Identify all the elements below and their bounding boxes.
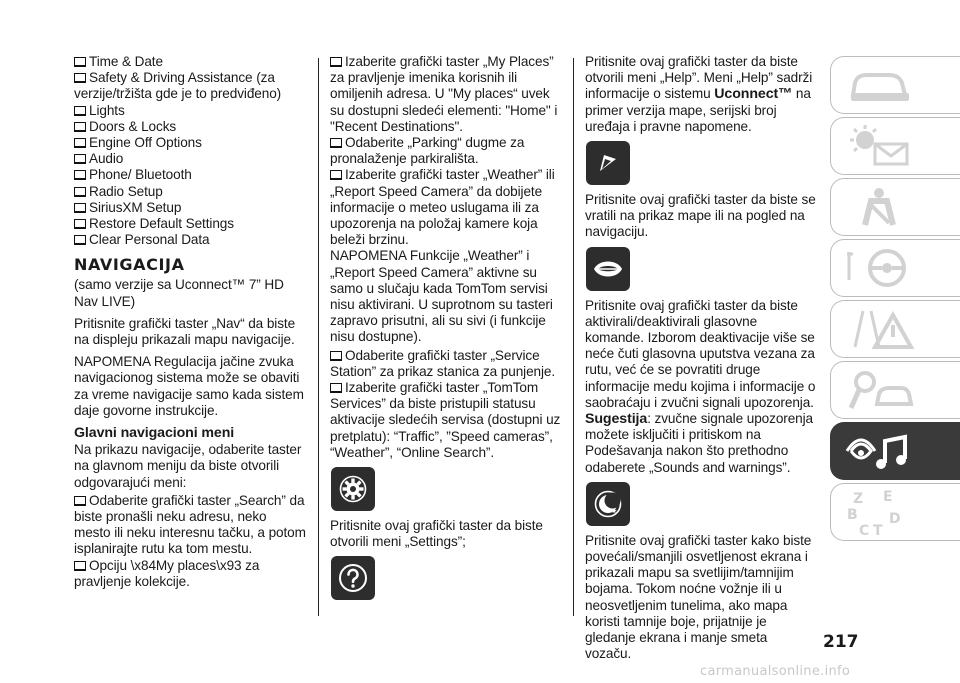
list-item: Lights [74, 103, 306, 119]
column-divider [573, 58, 574, 616]
moon-icon [586, 482, 630, 526]
list-item: Restore Default Settings [74, 216, 306, 232]
svg-text:T: T [873, 523, 883, 537]
list-item: Odaberite grafički taster „Search” da biste pronašli neku adresu, neko mesto ili neku interesnu tačku, a potom isplanirajte rutu ka tom mestu. [74, 492, 306, 557]
checkbox-bullet-icon [74, 187, 86, 197]
checkbox-bullet-icon [74, 235, 86, 245]
list-item: Engine Off Options [74, 135, 306, 151]
list-item: Doors & Locks [74, 119, 306, 135]
checkbox-bullet-icon [74, 106, 86, 116]
car-dashboard-icon [845, 65, 915, 105]
list-item: Odaberite grafički taster „Service Station” za prikaz stanica za punjenje. [330, 347, 556, 379]
checkbox-bullet-icon [330, 57, 342, 67]
checkbox-bullet-icon [74, 561, 86, 571]
svg-text:C: C [859, 523, 870, 537]
column-2 [330, 54, 562, 607]
checkbox-bullet-icon [74, 154, 86, 164]
tab-starting-driving[interactable] [830, 239, 960, 297]
list-item: Radio Setup [74, 184, 306, 200]
checkbox-bullet-icon [74, 203, 86, 213]
column-divider [318, 58, 319, 616]
checkbox-bullet-icon [330, 383, 342, 393]
safety-belt-icon [845, 185, 915, 229]
tab-safety[interactable] [830, 178, 960, 236]
tab-maintenance[interactable] [830, 361, 960, 419]
paragraph: Na prikazu navigacije, odaberite taster na glavnom meniju da biste otvorili odgovarajući meni: [74, 442, 302, 490]
column-1 [74, 54, 306, 590]
checkbox-bullet-icon [330, 138, 342, 148]
checkbox-bullet-icon [330, 351, 342, 361]
svg-text:Z: Z [853, 491, 864, 507]
tab-emergency[interactable] [830, 300, 960, 358]
note-paragraph: NAPOMENA Regulacija jačine zvuka navigacionog sistema može se obaviti za vreme navigacije samo kada sistem daje govorne instrukcije. [74, 354, 304, 418]
voice-mute-icon [586, 247, 630, 291]
paragraph: Pritisnite grafički taster „Nav“ da biste na displeju prikazali mapu navigacije. [74, 315, 296, 348]
warning-lights-icon [845, 124, 915, 168]
note-paragraph: NAPOMENA Funkcije „Weather” i „Report Speed Camera” aktivne su samo u slučaju kada TomTom servisi nisu aktivirani. U suprotnom su tasteri zapravo prisutni, ali su sivi (i funkcije nisu dostupne). [330, 248, 553, 345]
list-item: SiriusXM Setup [74, 200, 306, 216]
column-3 [585, 54, 817, 664]
index-letters-icon [845, 487, 915, 537]
list-item: Phone/ Bluetooth [74, 167, 306, 183]
checkbox-bullet-icon [330, 170, 342, 180]
tab-multimedia[interactable] [830, 422, 960, 480]
list-item: Opciju \x84My places\x93 za pravljenje kolekcije. [74, 557, 260, 589]
checkbox-bullet-icon [74, 122, 86, 132]
watermark: carmanualsonline.info [700, 664, 851, 679]
steering-wheel-icon [845, 246, 915, 290]
list-item: Izaberite grafički taster „TomTom Services” da biste pristupili statusu aktivacije sledećih servisa (dostupni uz pretplatu): “Traffic”, ”Speed cameras”, “Weather”, “Online Search”. [330, 380, 561, 460]
subheading: Glavni navigacioni meni [74, 425, 235, 442]
multimedia-icon [845, 429, 915, 473]
checkbox-bullet-icon [74, 73, 86, 83]
list-item: Izaberite grafički taster „Weather” ili „Report Speed Camera” da dobijete informacije o meteo uslugama ili za upozorenja na položaj kamere koja beleži brzinu. [330, 167, 555, 248]
list-item: Clear Personal Data [74, 232, 306, 248]
section-heading: NAVIGACIJA [74, 255, 185, 275]
list-item: Time & Date [74, 54, 306, 70]
version-note: (samo verzije sa Uconnect™ 7” HD Nav LIVE) [74, 277, 284, 309]
svg-text:B: B [847, 507, 858, 523]
back-arrow-icon [586, 141, 630, 185]
page-number: 217 [823, 632, 859, 652]
help-paragraph: Pritisnite ovaj grafički taster da biste otvorili meni „Help”. Meni „Help” sadrži informacije o sistemu Uconnect™ na primer verzija mape, serijski broj uređaja i pravne napomene. [585, 54, 813, 134]
paragraph: Pritisnite ovaj grafički taster da biste se vratili na prikaz mape ili na pogled na navigaciju. [585, 192, 816, 240]
list-item: Izaberite grafički taster „My Places” za pravljenje imenika korisnih ili omiljenih adresa. U "My places“ uvek su dostupni sledeći elementi: "Home" i "Recent Destinations". [330, 54, 558, 134]
paragraph: Pritisnite ovaj grafički taster da biste aktivirali/deaktivirali glasovne komande. Izborom deaktivacije više se neće čuti glasovna uputstva vezana za rutu, već će se povratiti druge informacije medu kojima i informacije o saobraćaju i zvučni signali upozorenja. Sugestija: zvučne signale upozorenja možete isključiti i pritiskom na Podešavanja nakon što prethodno odaberete „Sounds and warnings”. [585, 297, 816, 475]
road-warning-icon [845, 307, 915, 351]
tab-dashboard[interactable] [830, 56, 960, 114]
checkbox-bullet-icon [74, 138, 86, 148]
paragraph: Pritisnite ovaj grafički taster kako biste povećali/smanjili osvetljenost ekrana i prikazali mapu sa svetlijim/tamnijim bojama. Tokom noćne vožnje ili u neosvetljenim tunelima, ako mapa koristi tamnije boje, prijatnije je gledanje ekrana i manje smeta vozaču. [585, 532, 812, 662]
checkbox-bullet-icon [74, 219, 86, 229]
list-item: Odaberite „Parking“ dugme za pronalaženje parkirališta. [330, 135, 525, 167]
list-item: Safety & Driving Assistance (za verzije/tržišta gde je to predviđeno) [74, 70, 282, 102]
checkbox-bullet-icon [74, 496, 86, 506]
chapter-tabs [830, 56, 960, 544]
checkbox-bullet-icon [74, 170, 86, 180]
checkbox-bullet-icon [74, 57, 86, 67]
tab-index[interactable] [830, 483, 960, 541]
question-icon [331, 556, 375, 600]
settings-menu-list [74, 54, 306, 248]
paragraph: Pritisnite ovaj grafički taster da biste otvorili meni „Settings”; [330, 518, 543, 550]
list-item: Audio [74, 151, 306, 167]
svg-text:E: E [883, 489, 893, 505]
tab-warning-lights[interactable] [830, 117, 960, 175]
svg-text:D: D [889, 511, 901, 527]
wrench-car-icon [845, 368, 915, 412]
gear-icon [331, 467, 375, 511]
